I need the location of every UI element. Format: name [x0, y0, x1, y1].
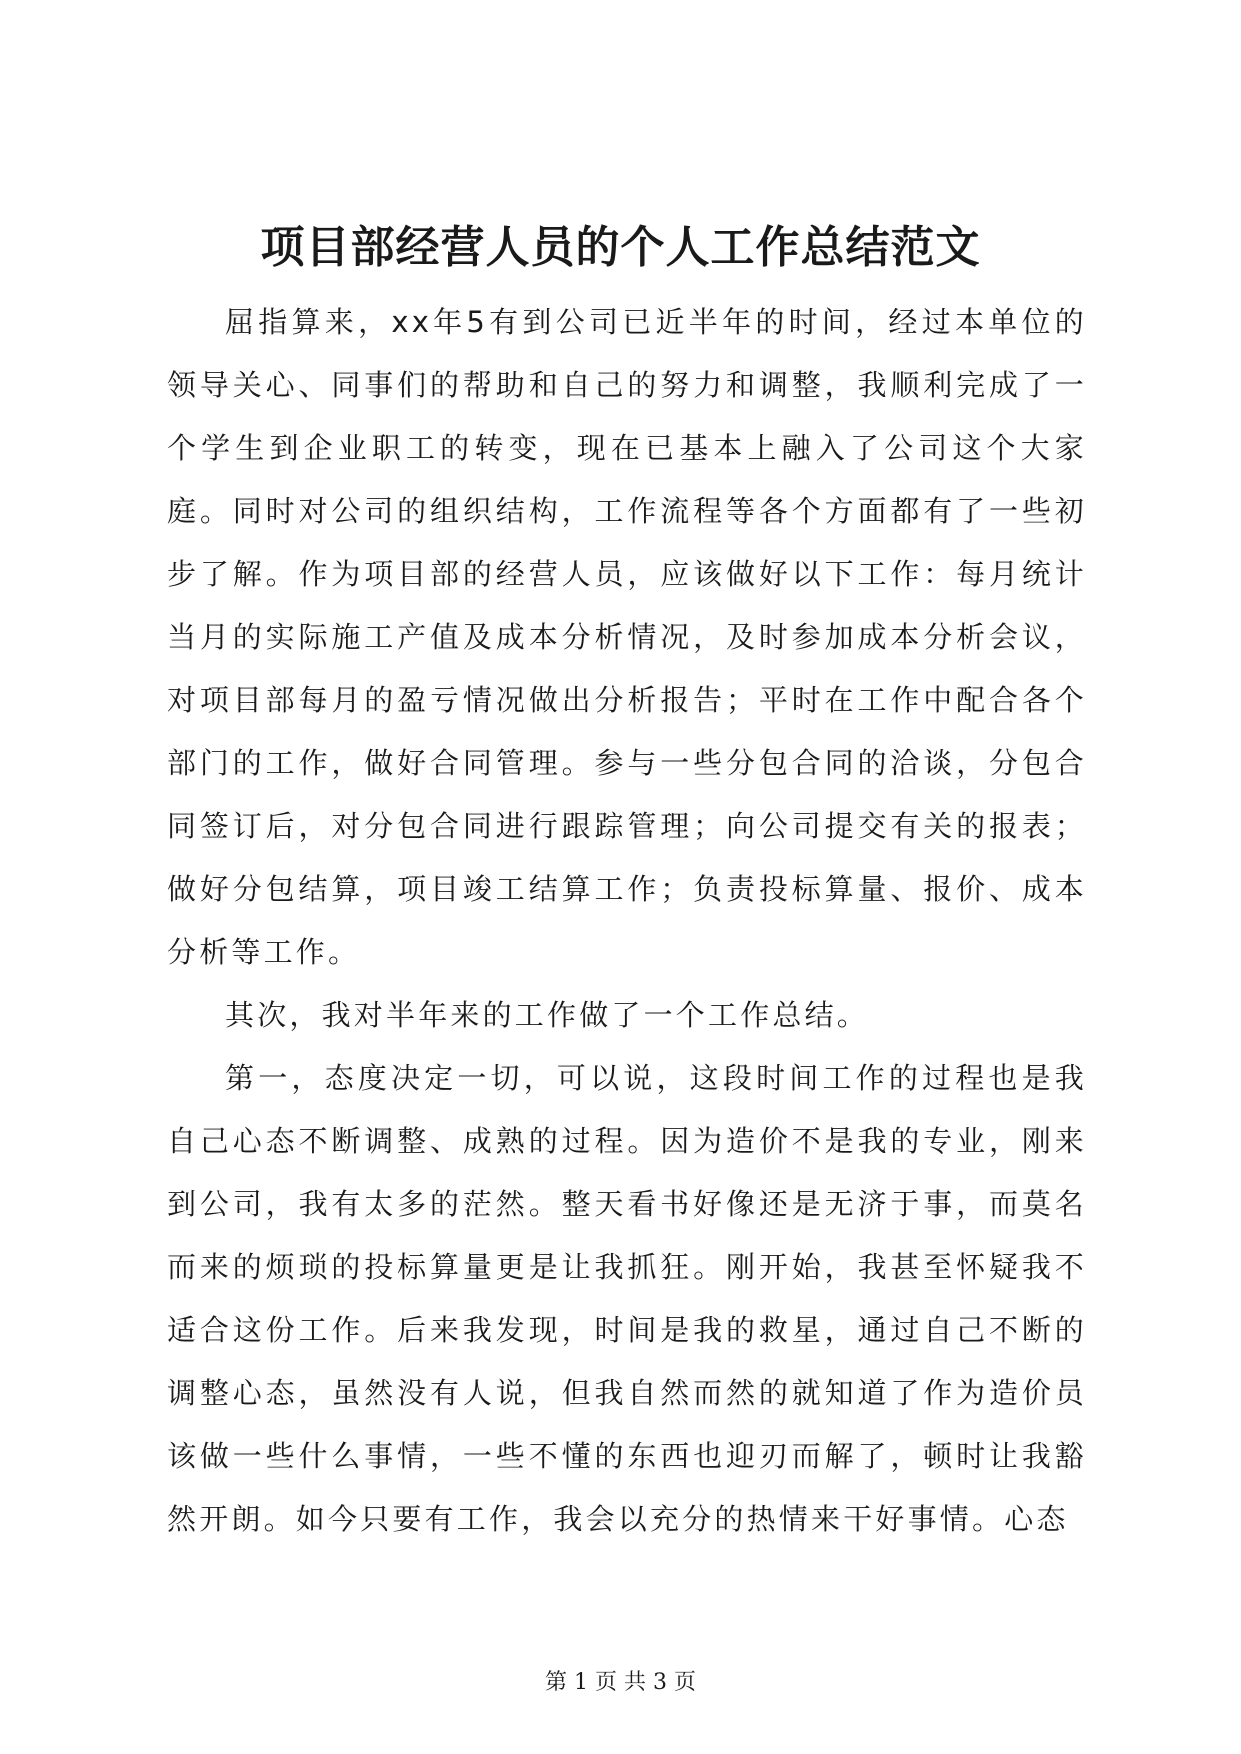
page-number-footer: 第 1 页 共 3 页	[545, 1670, 696, 1695]
document-body	[167, 291, 1087, 1551]
paragraph-summary-lead: 其次，我对半年来的工作做了一个工作总结。	[225, 998, 870, 1032]
document-title: 项目部经营人员的个人工作总结范文	[260, 222, 981, 273]
paragraph-intro: 屈指算来，xx年5有到公司已近半年的时间，经过本单位的领导关心、同事们的帮助和自己的努力和调整，我顺利完成了一个学生到企业职工的转变，现在已基本上融入了公司这个大家庭。同时对公司的组织结构，工作流程等各个方面都有了一些初步了解。作为项目部的经营人员，应该做好以下工作：每月统计当月的实际施工产值及成本分析情况，及时参加成本分析会议，对项目部每月的盈亏情况做出分析报告；平时在工作中配合各个部门的工作，做好合同管理。参与一些分包合同的洽谈，分包合同签订后，对分包合同进行跟踪管理；向公司提交有关的报表；做好分包结算，项目竣工结算工作；负责投标算量、报价、成本分析等工作。	[167, 305, 1087, 969]
paragraph-first-point: 第一，态度决定一切，可以说，这段时间工作的过程也是我自己心态不断调整、成熟的过程。因为造价不是我的专业，刚来到公司，我有太多的茫然。整天看书好像还是无济于事，而莫名而来的烦琐的投标算量更是让我抓狂。刚开始，我甚至怀疑我不适合这份工作。后来我发现，时间是我的救星，通过自己不断的调整心态，虽然没有人说，但我自然而然的就知道了作为造价员该做一些什么事情，一些不懂的东西也迎刃而解了，顿时让我豁然开朗。如今只要有工作，我会以充分的热情来干好事情。心态	[167, 1061, 1087, 1536]
